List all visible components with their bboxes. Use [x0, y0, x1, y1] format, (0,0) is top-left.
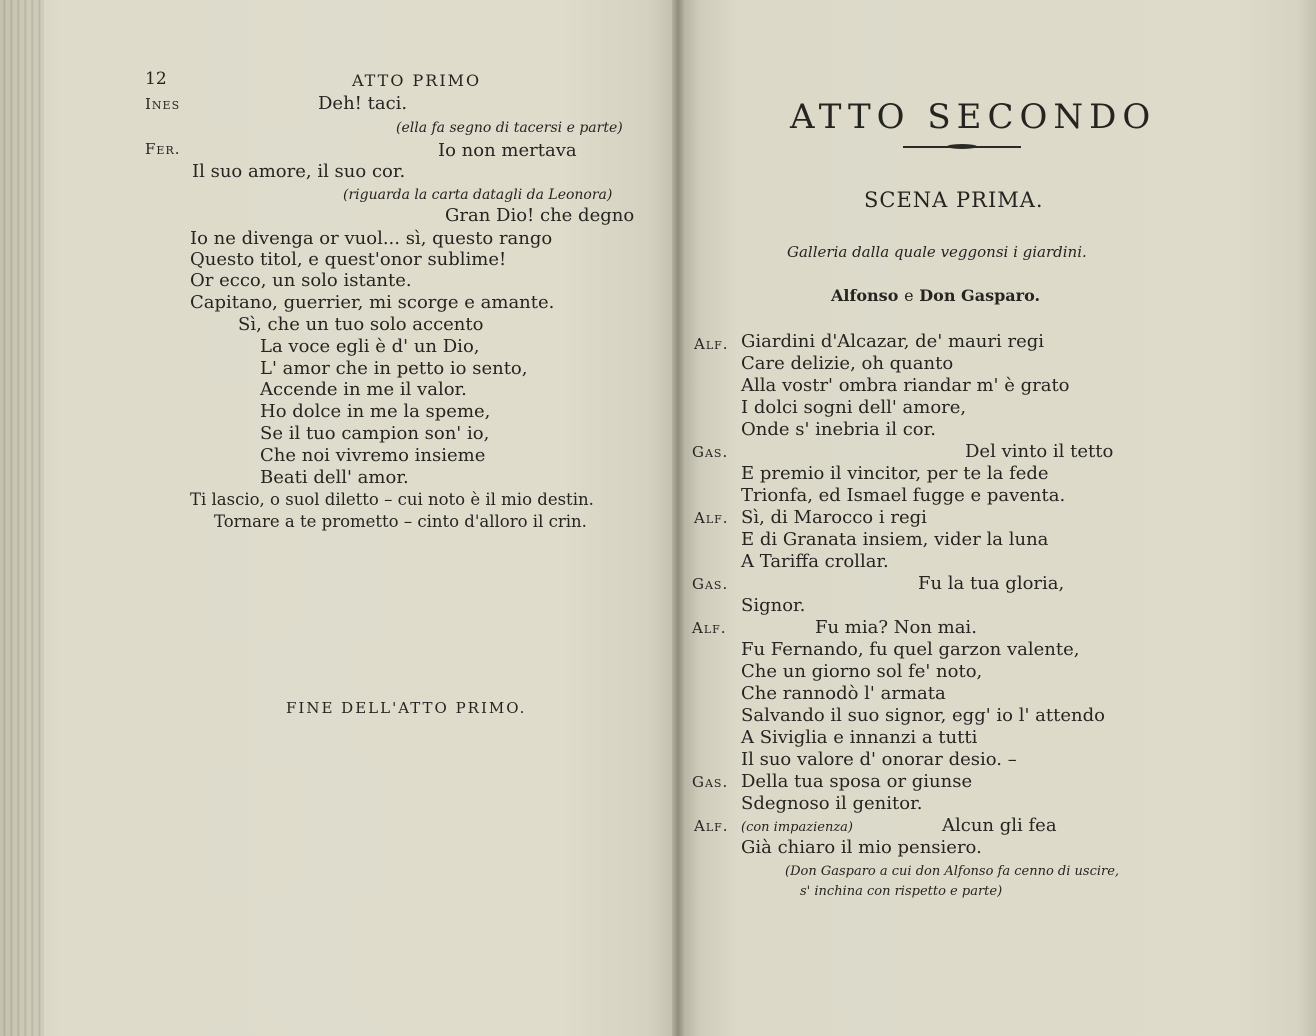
verse-line: A Tariffa crollar. [741, 551, 889, 572]
stage-direction: (con impazienza) [741, 820, 853, 835]
speaker-label: Gas. [692, 575, 729, 593]
verse-line: Gran Dio! che degno [445, 205, 635, 226]
act-closing: FINE DELL'ATTO PRIMO. [286, 699, 527, 717]
verse-line: Sì, che un tuo solo accento [238, 314, 484, 335]
stage-direction: s' inchina con rispetto e parte) [800, 884, 1003, 899]
verse-line: E premio il vincitor, per te la fede [741, 463, 1049, 484]
verse-line: E di Granata insiem, vider la luna [741, 529, 1049, 550]
verse-line: Del vinto il tetto [965, 441, 1114, 462]
verse-line: Io non mertava [438, 140, 577, 161]
verse-line: Onde s' inebria il cor. [741, 419, 936, 440]
verse-line: Beati dell' amor. [260, 467, 409, 488]
verse-line: Della tua sposa or giunse [741, 771, 973, 792]
ornamental-rule [903, 146, 1021, 148]
gutter [672, 0, 684, 1036]
verse-line: Il suo amore, il suo cor. [192, 161, 406, 182]
verse-line: I dolci sogni dell' amore, [741, 397, 967, 418]
speaker-label: Gas. [692, 443, 729, 461]
verse-line: Già chiaro il mio pensiero. [741, 837, 982, 858]
verse-line: Se il tuo campion son' io, [260, 423, 490, 444]
speaker-label: Alf. [694, 817, 729, 835]
verse-line: Questo titol, e quest'onor sublime! [190, 249, 507, 270]
verse-line: Trionfa, ed Ismael fugge e paventa. [741, 485, 1066, 506]
verse-line: Sdegnoso il genitor. [741, 793, 923, 814]
verse-line: Che un giorno sol fe' noto, [741, 661, 983, 682]
verse-line: Io ne divenga or vuol... sì, questo rango [190, 228, 553, 249]
verse-line: Or ecco, un solo istante. [190, 270, 412, 291]
character-list [831, 286, 1040, 306]
verse-line: A Siviglia e innanzi a tutti [741, 727, 978, 748]
verse-line: Salvando il suo signor, egg' io l' attendo [741, 705, 1105, 726]
verse-line: Ho dolce in me la speme, [260, 401, 491, 422]
verse-line: Care delizie, oh quanto [741, 353, 954, 374]
stage-direction: (ella fa segno di tacersi e parte) [396, 120, 623, 136]
verse-line: Accende in me il valor. [260, 379, 467, 400]
speaker-label: Alf. [694, 335, 729, 353]
stage-direction: (Don Gasparo a cui don Alfonso fa cenno di uscire, [785, 864, 1120, 879]
verse-line: Fu la tua gloria, [918, 573, 1065, 594]
speaker-label: Alf. [694, 509, 729, 527]
verse-line: La voce egli è d' un Dio, [260, 336, 480, 357]
verse-line: L' amor che in petto io sento, [260, 358, 528, 379]
verse-line: Sì, di Marocco i regi [741, 507, 927, 528]
scene-setting: Galleria dalla quale veggonsi i giardini. [787, 243, 1087, 261]
speaker-label: Fer. [145, 140, 181, 158]
stage-direction: (riguarda la carta datagli da Leonora) [343, 187, 613, 203]
verse-line: Alla vostr' ombra riandar m' è grato [741, 375, 1070, 396]
verse-line: Il suo valore d' onorar desio. – [741, 749, 1017, 770]
verse-line: Deh! taci. [318, 93, 408, 114]
verse-line: Signor. [741, 595, 806, 616]
speaker-label: Alf. [692, 619, 727, 637]
verse-line: Che rannodò l' armata [741, 683, 946, 704]
character-name: Don Gasparo. [919, 286, 1041, 305]
act-title: ATTO SECONDO [790, 97, 1157, 137]
character-name: Alfonso [831, 286, 899, 305]
page-number: 12 [145, 69, 167, 89]
verse-line: Fu Fernando, fu quel garzon valente, [741, 639, 1080, 660]
verse-line: Alcun gli fea [942, 815, 1057, 836]
verse-line: Che noi vivremo insieme [260, 445, 486, 466]
verse-line: Fu mia? Non mai. [815, 617, 977, 638]
verse-line: Giardini d'Alcazar, de' mauri regi [741, 331, 1045, 352]
character-conjunction: e [904, 286, 914, 305]
running-head: ATTO PRIMO [352, 71, 482, 90]
verse-line: Tornare a te prometto – cinto d'alloro il crin. [214, 512, 587, 531]
speaker-label: Ines [145, 95, 181, 113]
scene-title: SCENA PRIMA. [864, 188, 1044, 212]
verse-line: Ti lascio, o suol diletto – cui noto è il mio destin. [190, 490, 594, 509]
speaker-label: Gas. [692, 773, 729, 791]
verse-line: Capitano, guerrier, mi scorge e amante. [190, 292, 555, 313]
